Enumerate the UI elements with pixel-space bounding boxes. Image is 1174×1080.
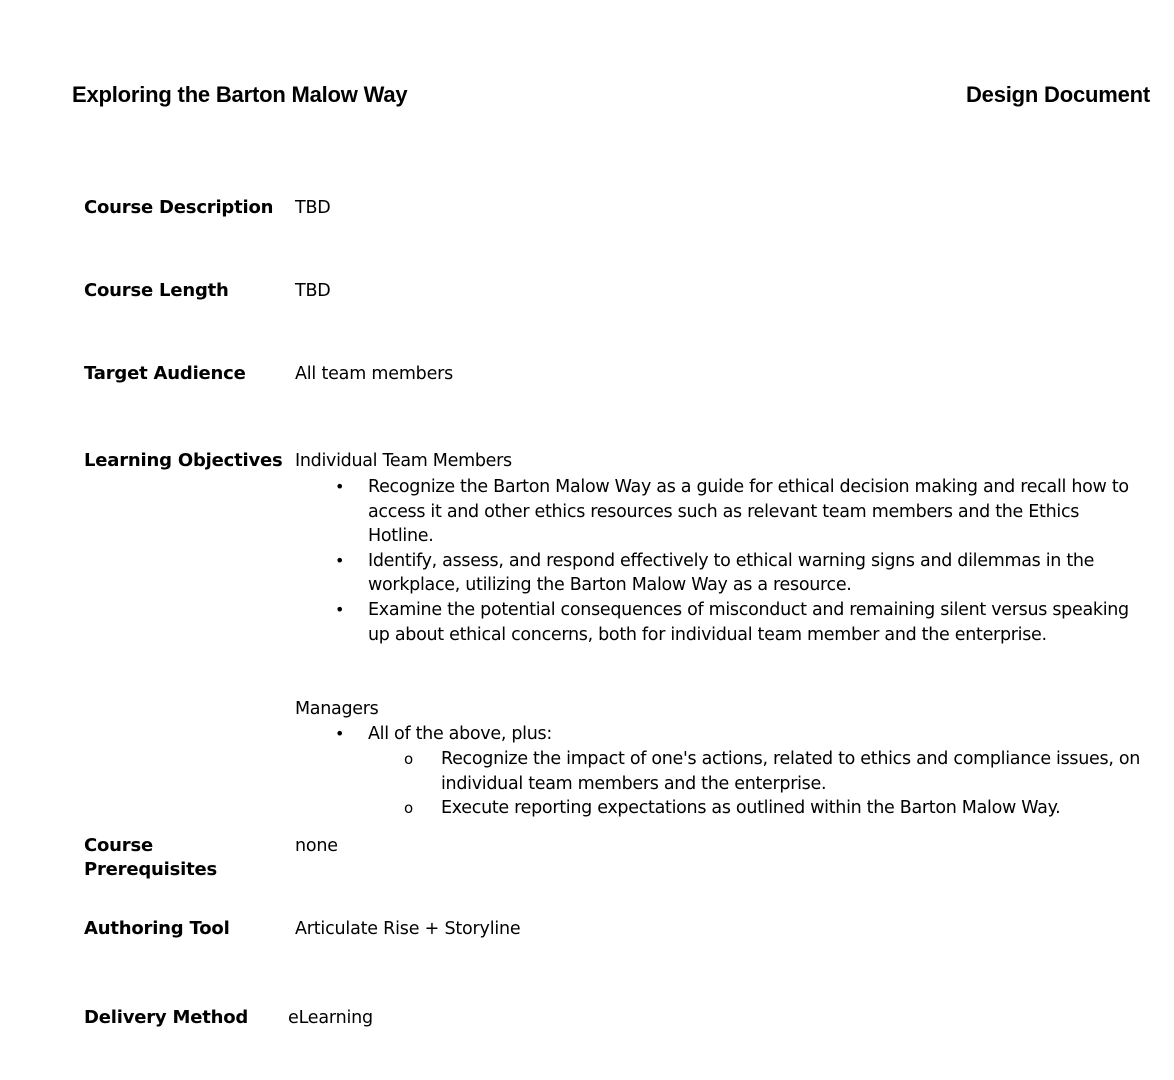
list-item xyxy=(404,796,1146,821)
managers-objectives-list xyxy=(335,722,1148,747)
managers-heading: Managers xyxy=(295,699,379,719)
document-title: Exploring the Barton Malow Way xyxy=(72,82,408,107)
objective-text: Recognize the Barton Malow Way as a guide for ethical decision making and recall how to access it and other ethics resources such as relevant team members and the Ethics Hotline. xyxy=(368,477,1129,547)
list-item xyxy=(404,747,1146,796)
managers-subobjectives-list xyxy=(404,747,1146,821)
objective-text: All of the above, plus: xyxy=(368,724,552,744)
objective-text: Identify, assess, and respond effectively to ethical warning signs and dilemmas in the workplace, utilizing the Barton Malow Way as a resource. xyxy=(368,550,1095,596)
list-item xyxy=(335,722,1148,747)
document-type: Design Document xyxy=(965,82,1150,107)
delivery-method-label: Delivery Method xyxy=(84,1007,249,1028)
subobjective-text: Recognize the impact of one's actions, related to ethics and compliance issues, on individual team members and the enterprise. xyxy=(441,749,1141,794)
sub-bullet-icon: o xyxy=(404,750,413,768)
authoring-tool-label: Authoring Tool xyxy=(84,918,230,939)
bullet-icon: • xyxy=(335,724,345,743)
target-audience-label: Target Audience xyxy=(84,363,246,384)
bullet-icon: • xyxy=(335,550,345,570)
course-prerequisites-value: none xyxy=(295,836,338,856)
target-audience-value: All team members xyxy=(295,364,454,384)
subobjective-text: Execute reporting expectations as outlined within the Barton Malow Way. xyxy=(441,798,1061,819)
course-description-label: Course Description xyxy=(84,197,274,218)
delivery-method-value: eLearning xyxy=(288,1008,373,1028)
list-item xyxy=(335,549,1148,598)
sub-bullet-icon: o xyxy=(404,799,413,818)
list-item xyxy=(335,475,1148,549)
bullet-icon: • xyxy=(335,599,345,619)
course-description-value: TBD xyxy=(295,198,331,218)
individual-team-members-heading: Individual Team Members xyxy=(295,451,512,471)
individual-objectives-list xyxy=(335,475,1148,647)
course-length-value: TBD xyxy=(295,281,331,301)
bullet-icon: • xyxy=(335,477,345,496)
course-length-label: Course Length xyxy=(84,280,229,301)
list-item xyxy=(335,598,1148,647)
course-prerequisites-label: Course Prerequisites xyxy=(84,835,218,880)
learning-objectives-label: Learning Objectives xyxy=(84,450,283,471)
objective-text: Examine the potential consequences of misconduct and remaining silent versus speaking up about ethical concerns, both for individual team member and the enterprise. xyxy=(368,599,1129,645)
authoring-tool-value: Articulate Rise + Storyline xyxy=(295,919,521,939)
